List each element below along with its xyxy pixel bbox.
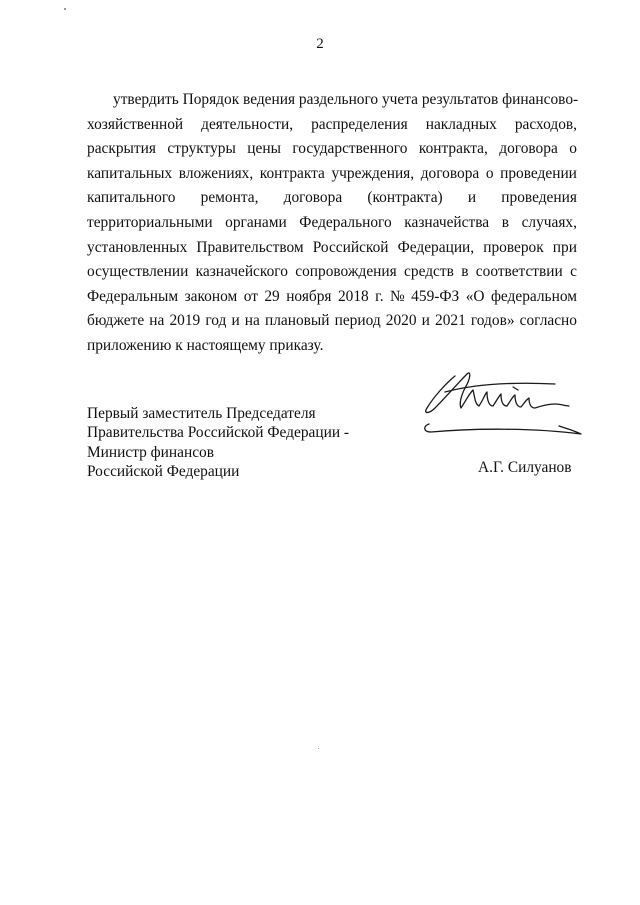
word: №	[390, 287, 405, 305]
word: вложениях,	[178, 164, 254, 182]
word: капитального	[87, 189, 176, 207]
paragraph-line	[87, 260, 577, 285]
word: и	[467, 189, 477, 207]
word: казначейства	[404, 213, 490, 231]
word: в	[501, 213, 509, 231]
word: ремонта,	[200, 189, 259, 207]
word: цены	[247, 140, 281, 158]
word: бюджете	[87, 312, 145, 330]
paragraph-line	[87, 113, 577, 138]
paragraph-line: приложению к настоящему приказу.	[87, 336, 324, 354]
word: сопровождения	[295, 263, 397, 281]
handwritten-signature	[415, 362, 590, 442]
paragraph-line	[87, 162, 577, 187]
word: территориальными	[87, 213, 213, 231]
signatory-title-line: Правительства Российской Федерации -	[87, 424, 350, 442]
word: проверок	[483, 238, 544, 256]
word: и	[231, 312, 240, 330]
paragraph-line	[87, 236, 577, 261]
word: соответствии	[475, 263, 563, 281]
word: годов»	[470, 312, 515, 330]
word: федеральном	[490, 287, 577, 305]
page-number: 2	[316, 36, 324, 52]
word: контракта	[259, 164, 325, 182]
word: распределения	[311, 115, 408, 133]
word: 2018	[337, 287, 369, 305]
word: при	[552, 238, 577, 256]
signatory-title-line: Министр финансов	[87, 443, 214, 461]
word: Российской	[312, 238, 389, 256]
word: год	[205, 312, 227, 330]
word: структуры	[167, 140, 236, 158]
paragraph-line	[87, 309, 577, 334]
word: Правительством	[196, 238, 304, 256]
word: «О	[465, 287, 485, 305]
word: средств	[404, 263, 454, 281]
word: Федерации,	[397, 238, 475, 256]
word: (контракта)	[367, 189, 443, 207]
word: плановый	[264, 312, 330, 330]
paragraph-line	[87, 211, 577, 236]
word: накладных	[425, 115, 497, 133]
scan-speck	[64, 8, 66, 10]
word: согласно	[519, 312, 577, 330]
body-paragraph	[87, 88, 577, 359]
paragraph-line	[87, 137, 577, 162]
word: деятельности,	[201, 115, 294, 133]
word: г.	[375, 287, 384, 305]
word: органами	[225, 213, 287, 231]
word: 29	[264, 287, 280, 305]
word: хозяйственной	[87, 115, 184, 133]
word: Федеральным	[87, 287, 179, 305]
word: контракта,	[418, 140, 488, 158]
word: учреждения,	[331, 164, 415, 182]
word: расходов,	[514, 115, 577, 133]
word: период	[334, 312, 381, 330]
word: государственного	[292, 140, 408, 158]
word: законом	[184, 287, 238, 305]
word: проведении	[500, 164, 577, 182]
word: случаях,	[521, 213, 577, 231]
word: с	[570, 263, 577, 281]
word: в	[461, 263, 469, 281]
word: осуществлении	[87, 263, 189, 281]
word: установленных	[87, 238, 188, 256]
paragraph-line: утвердить Порядок ведения раздельного учета результатов финансово-	[113, 91, 579, 108]
word: от	[243, 287, 258, 305]
word: на	[149, 312, 165, 330]
word: ноября	[286, 287, 332, 305]
signatory-name: А.Г. Силуанов	[478, 459, 572, 476]
signatory-title-line: Российской Федерации	[87, 463, 240, 481]
word: и	[421, 312, 430, 330]
word: договора	[499, 140, 558, 158]
word: капитальных	[87, 164, 173, 182]
word: проведения	[501, 189, 577, 207]
word: о	[485, 164, 494, 182]
word: договора	[283, 189, 343, 207]
word: 2019	[169, 312, 201, 330]
word: на	[244, 312, 260, 330]
paragraph-line	[87, 285, 577, 310]
word: 2021	[435, 312, 466, 330]
signatory-title-line: Первый заместитель Председателя	[87, 405, 316, 422]
word: казначейского	[195, 263, 288, 281]
word: Федерального	[299, 213, 392, 231]
word: раскрытия	[87, 140, 156, 158]
word: 2020	[385, 312, 417, 330]
paragraph-line	[87, 186, 577, 211]
signatory-title	[87, 404, 349, 482]
word: 459-ФЗ	[411, 287, 460, 305]
scan-speck	[318, 748, 319, 749]
word: договора	[420, 164, 480, 182]
word: о	[569, 140, 577, 158]
